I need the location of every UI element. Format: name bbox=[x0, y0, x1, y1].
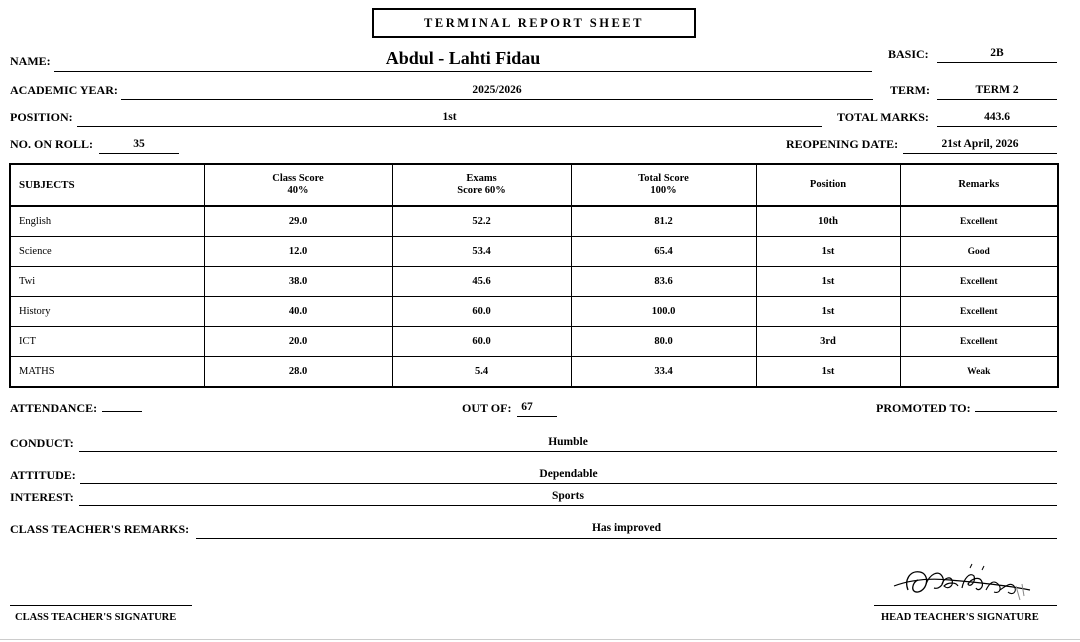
total-score-cell: 100.0 bbox=[571, 297, 756, 327]
name-line bbox=[54, 71, 872, 72]
subject-cell: Science bbox=[10, 237, 204, 267]
position-line bbox=[77, 126, 822, 127]
subject-cell: English bbox=[10, 206, 204, 237]
total-score-cell: 81.2 bbox=[571, 206, 756, 237]
name-label: NAME: bbox=[10, 54, 51, 68]
exams-score-cell: 60.0 bbox=[392, 327, 571, 357]
table-row bbox=[10, 357, 1058, 388]
position-cell: 1st bbox=[756, 357, 900, 388]
table-row bbox=[10, 237, 1058, 267]
position-value: 1st bbox=[442, 111, 457, 123]
total-marks-line bbox=[937, 126, 1057, 127]
conduct-line bbox=[79, 451, 1057, 452]
col-header-remarks: Remarks bbox=[900, 164, 1058, 206]
class-score-cell: 20.0 bbox=[204, 327, 392, 357]
total-marks-label: TOTAL MARKS: bbox=[837, 110, 929, 124]
exams-score-cell: 53.4 bbox=[392, 237, 571, 267]
class-score-cell: 40.0 bbox=[204, 297, 392, 327]
class-teacher-signature-label: CLASS TEACHER'S SIGNATURE bbox=[15, 612, 177, 623]
academic-year-line bbox=[121, 99, 873, 100]
basic-value: 2B bbox=[990, 47, 1004, 59]
class-teacher-signature-line bbox=[10, 605, 192, 606]
position-cell: 3rd bbox=[756, 327, 900, 357]
col-header-exams-score: Exams Score 60% bbox=[392, 164, 571, 206]
conduct-label: CONDUCT: bbox=[10, 436, 74, 450]
class-score-cell: 29.0 bbox=[204, 206, 392, 237]
position-cell: 1st bbox=[756, 267, 900, 297]
subject-cell: ICT bbox=[10, 327, 204, 357]
promoted-label: PROMOTED TO: bbox=[876, 401, 971, 415]
exams-score-cell: 5.4 bbox=[392, 357, 571, 388]
remarks-cell: Excellent bbox=[900, 267, 1058, 297]
interest-line bbox=[79, 505, 1057, 506]
col-header-total-score: Total Score 100% bbox=[571, 164, 756, 206]
remarks-cell: Weak bbox=[900, 357, 1058, 388]
promoted-line bbox=[975, 411, 1057, 412]
exams-score-cell: 45.6 bbox=[392, 267, 571, 297]
position-cell: 1st bbox=[756, 237, 900, 267]
total-score-cell: 33.4 bbox=[571, 357, 756, 388]
table-row bbox=[10, 297, 1058, 327]
class-score-cell: 12.0 bbox=[204, 237, 392, 267]
table-header-row bbox=[10, 164, 1058, 206]
attitude-line bbox=[80, 483, 1057, 484]
total-score-cell: 80.0 bbox=[571, 327, 756, 357]
position-cell: 10th bbox=[756, 206, 900, 237]
term-line bbox=[937, 99, 1057, 100]
table-row bbox=[10, 267, 1058, 297]
remarks-cell: Excellent bbox=[900, 297, 1058, 327]
remarks-cell: Excellent bbox=[900, 327, 1058, 357]
scores-table bbox=[9, 163, 1059, 388]
head-teacher-signature-label: HEAD TEACHER'S SIGNATURE bbox=[881, 612, 1039, 623]
table-row bbox=[10, 206, 1058, 237]
out-of-value: 67 bbox=[521, 401, 533, 413]
remarks-cell: Excellent bbox=[900, 206, 1058, 237]
out-of-label: OUT OF: bbox=[462, 401, 512, 415]
out-of-line bbox=[517, 416, 557, 417]
teacher-remarks-label: CLASS TEACHER'S REMARKS: bbox=[10, 522, 190, 536]
remarks-cell: Good bbox=[900, 237, 1058, 267]
interest-label: INTEREST: bbox=[10, 490, 74, 504]
col-header-subjects: SUBJECTS bbox=[10, 164, 204, 206]
total-score-cell: 83.6 bbox=[571, 267, 756, 297]
roll-label: NO. ON ROLL: bbox=[10, 137, 94, 151]
page-bottom-rule bbox=[0, 639, 1080, 640]
interest-value: Sports bbox=[552, 490, 584, 502]
attendance-line bbox=[102, 411, 142, 412]
academic-year-value: 2025/2026 bbox=[472, 84, 522, 96]
class-score-cell: 38.0 bbox=[204, 267, 392, 297]
teacher-remarks-line bbox=[196, 538, 1057, 539]
table-row bbox=[10, 327, 1058, 357]
basic-line bbox=[937, 62, 1057, 63]
head-teacher-signature-line bbox=[874, 605, 1057, 606]
report-title: TERMINAL REPORT SHEET bbox=[372, 8, 696, 38]
exams-score-cell: 60.0 bbox=[392, 297, 571, 327]
roll-line bbox=[99, 153, 179, 154]
reopening-label: REOPENING DATE: bbox=[786, 137, 899, 151]
exams-score-cell: 52.2 bbox=[392, 206, 571, 237]
head-teacher-signature-image bbox=[890, 560, 1040, 606]
col-header-class-score: Class Score 40% bbox=[204, 164, 392, 206]
academic-year-label: ACADEMIC YEAR: bbox=[10, 83, 118, 97]
attitude-label: ATTITUDE: bbox=[10, 468, 76, 482]
total-score-cell: 65.4 bbox=[571, 237, 756, 267]
attendance-label: ATTENDANCE: bbox=[10, 401, 98, 415]
roll-value: 35 bbox=[133, 138, 145, 150]
attitude-value: Dependable bbox=[539, 468, 598, 480]
reopening-value: 21st April, 2026 bbox=[941, 138, 1019, 150]
total-marks-value: 443.6 bbox=[984, 111, 1010, 123]
term-value: TERM 2 bbox=[975, 84, 1019, 96]
position-label: POSITION: bbox=[10, 110, 73, 124]
reopening-line bbox=[903, 153, 1057, 154]
basic-label: BASIC: bbox=[888, 47, 929, 61]
subject-cell: History bbox=[10, 297, 204, 327]
term-label: TERM: bbox=[890, 83, 930, 97]
subject-cell: Twi bbox=[10, 267, 204, 297]
class-score-cell: 28.0 bbox=[204, 357, 392, 388]
position-cell: 1st bbox=[756, 297, 900, 327]
student-name: Abdul - Lahti Fidau bbox=[385, 48, 541, 68]
subject-cell: MATHS bbox=[10, 357, 204, 388]
teacher-remarks-value: Has improved bbox=[591, 522, 662, 534]
conduct-value: Humble bbox=[548, 436, 588, 448]
col-header-position: Position bbox=[756, 164, 900, 206]
